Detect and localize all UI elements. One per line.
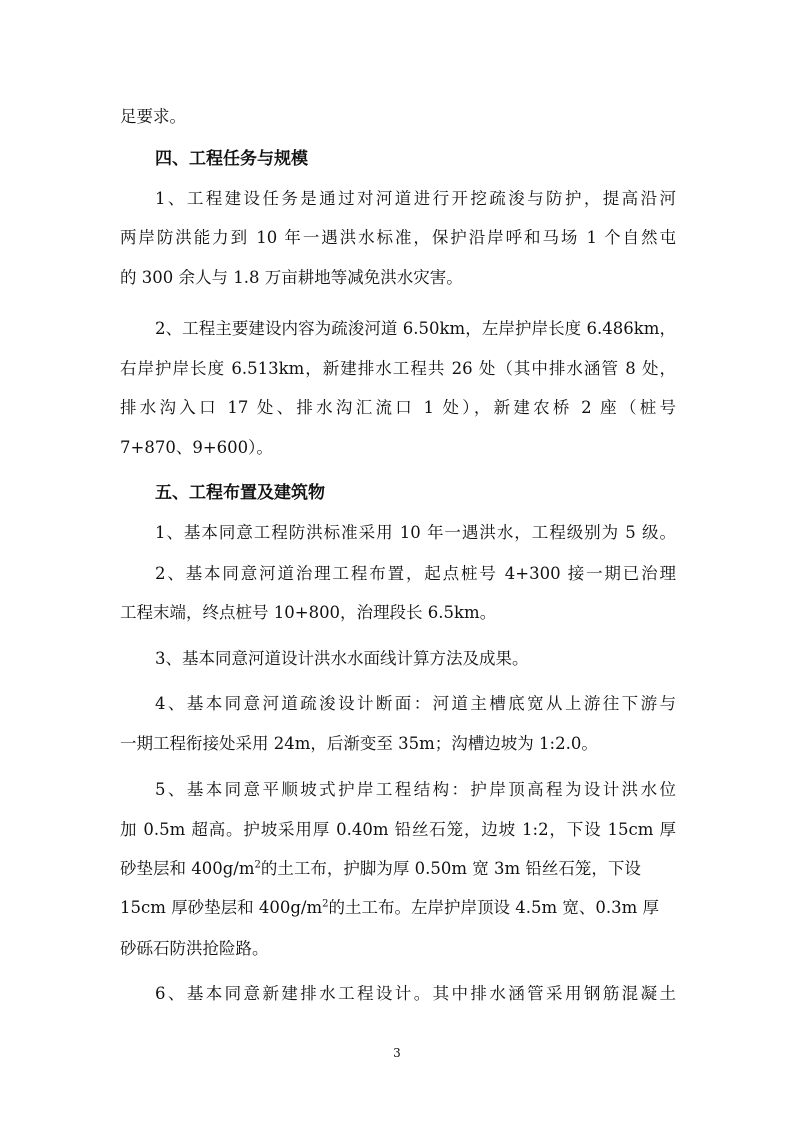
page-number: 3: [393, 1046, 401, 1060]
line-segment: 砂垫层和 400g/m: [120, 859, 255, 878]
paragraph-line: 加 0.5m 超高。护坡采用厚 0.40m 铅丝石笼，边坡 1:2，下设 15cm 厚: [120, 820, 676, 839]
section-heading: 五、工程布置及建筑物: [155, 483, 325, 503]
line-segment: 的土工布。左岸护岸顶设 4.5m 宽、0.3m 厚: [328, 898, 660, 917]
paragraph-line: 7+870、9+600）。: [120, 438, 273, 457]
paragraph-line: 右岸护岸长度 6.513km，新建排水工程共 26 处（其中排水涵管 8 处，: [120, 359, 676, 378]
paragraph-line: 足要求。: [120, 107, 186, 126]
paragraph-line: 工程末端，终点桩号 10+800，治理段长 6.5km。: [120, 603, 497, 622]
paragraph-line: 4、基本同意河道疏浚设计断面：河道主槽底宽从上游往下游与: [155, 694, 676, 713]
line-segment: 15cm 厚砂垫层和 400g/m: [120, 898, 323, 917]
paragraph-line: 两岸防洪能力到 10 年一遇洪水标准，保护沿岸呼和马场 1 个自然屯: [120, 228, 676, 247]
paragraph-line: 1、工程建设任务是通过对河道进行开挖疏浚与防护，提高沿河: [155, 189, 676, 208]
paragraph-line: 砂砾石防洪抢险路。: [120, 939, 269, 958]
paragraph-line: 2、工程主要建设内容为疏浚河道 6.50km，左岸护岸长度 6.486km，: [155, 319, 676, 338]
section-heading: 四、工程任务与规模: [155, 149, 308, 169]
superscript: 2: [322, 898, 329, 910]
paragraph-line: 3、基本同意河道设计洪水水面线计算方法及成果。: [155, 649, 529, 668]
paragraph-line: 排水沟入口 17 处、排水沟汇流口 1 处），新建农桥 2 座（桩号: [120, 398, 676, 417]
paragraph-line: [120, 858, 676, 880]
paragraph-line: [120, 897, 676, 919]
paragraph-line: 6、基本同意新建排水工程设计。其中排水涵管采用钢筋混凝土: [155, 984, 676, 1003]
paragraph-line: 1、基本同意工程防洪标准采用 10 年一遇洪水，工程级别为 5 级。: [155, 523, 676, 542]
paragraph-line: 的 300 余人与 1.8 万亩耕地等减免洪水灾害。: [120, 268, 463, 287]
paragraph-line: 一期工程衔接处采用 24m，后渐变至 35m；沟槽边坡为 1:2.0。: [120, 734, 598, 753]
paragraph-line: 5、基本同意平顺坡式护岸工程结构：护岸顶高程为设计洪水位: [155, 780, 676, 799]
paragraph-line: 2、基本同意河道治理工程布置，起点桩号 4+300 接一期已治理: [155, 564, 676, 583]
line-segment: 的土工布，护脚为厚 0.50m 宽 3m 铅丝石笼，下设: [260, 859, 641, 878]
superscript: 2: [254, 859, 261, 871]
